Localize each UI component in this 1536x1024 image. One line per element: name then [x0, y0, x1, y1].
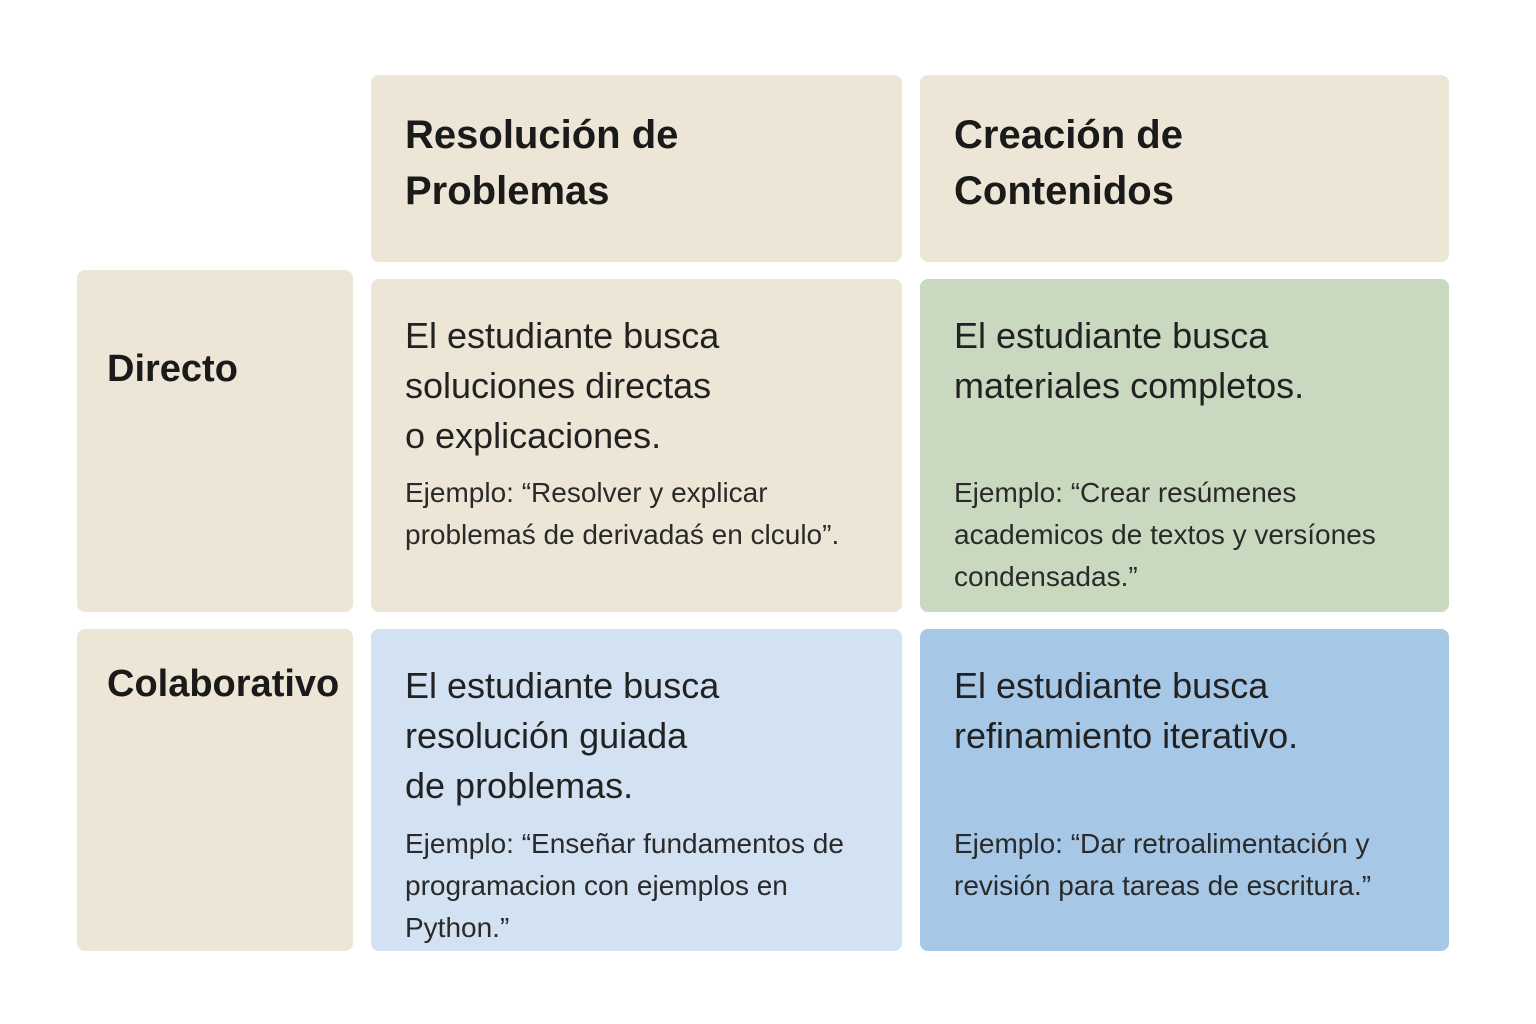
row-header-label: Colaborativo	[107, 663, 340, 705]
cell-example: Ejemplo: “Enseñar fundamentos de programacion con ejemplos en Python.”	[405, 828, 844, 943]
row-header-direct	[77, 270, 353, 612]
cell-example: Ejemplo: “Resolver y explicar problemaś de derivadaś en clculo”.	[405, 477, 840, 550]
column-header-content-creation	[920, 75, 1449, 262]
cell-direct-content-creation	[920, 279, 1449, 612]
cell-description: El estudiante busca resolución guiada de problemas.	[405, 665, 720, 806]
cell-description: El estudiante busca refinamiento iterativo.	[954, 665, 1299, 756]
cell-collaborative-content-creation	[920, 629, 1449, 951]
column-header-title: Resolución de Problemas	[405, 113, 679, 213]
column-header-title: Creación de Contenidos	[954, 113, 1183, 213]
cell-example: Ejemplo: “Crear resúmenes academicos de textos y versíones condensadas.”	[954, 477, 1376, 592]
row-header-collaborative	[77, 629, 353, 951]
cell-description: El estudiante busca materiales completos.	[954, 315, 1305, 406]
column-header-problem-solving	[371, 75, 902, 262]
cell-collaborative-problem-solving	[371, 629, 902, 951]
cell-description: El estudiante busca soluciones directas o explicaciones.	[405, 315, 720, 456]
cell-example: Ejemplo: “Dar retroalimentación y revisión para tareas de escritura.”	[954, 828, 1372, 901]
cell-direct-problem-solving	[371, 279, 902, 612]
row-header-label: Directo	[107, 348, 238, 390]
